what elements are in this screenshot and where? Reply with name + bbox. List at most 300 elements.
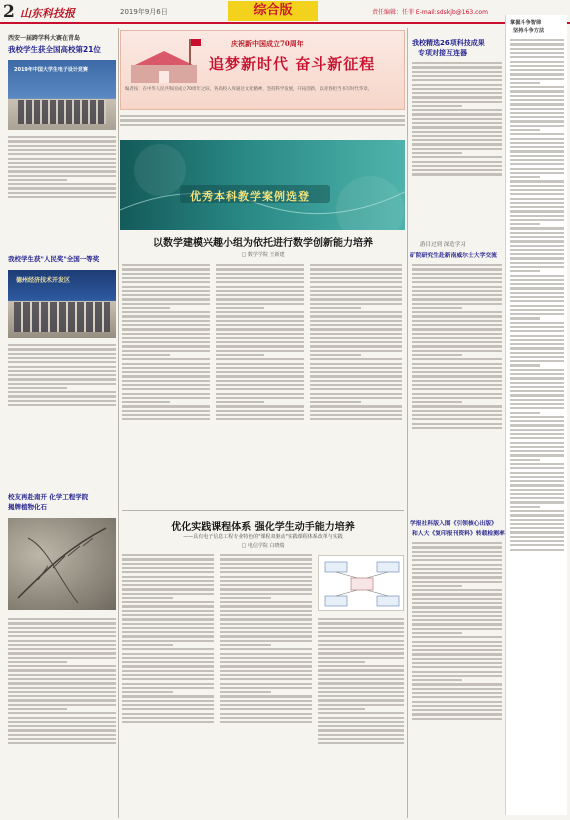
text-line	[216, 388, 304, 390]
text-line	[412, 169, 502, 171]
text-line	[510, 108, 564, 110]
text-line	[122, 584, 214, 586]
text-line	[412, 393, 502, 395]
text-line	[510, 249, 564, 251]
text-line	[510, 112, 564, 114]
text-line	[8, 669, 116, 671]
text-line	[412, 371, 502, 373]
text-line	[310, 367, 402, 369]
text-line	[122, 375, 210, 377]
article-2-byline: □ 电信学院 白晓瑞	[241, 543, 285, 549]
text-line	[8, 657, 116, 659]
text-line	[216, 418, 304, 420]
text-line	[122, 695, 214, 697]
text-line	[310, 320, 402, 322]
text-line	[220, 678, 312, 680]
text-line	[412, 405, 502, 407]
text-line	[122, 665, 214, 667]
text-line	[8, 742, 116, 744]
text-line	[318, 661, 365, 663]
text-line	[310, 375, 402, 377]
text-line	[510, 215, 564, 217]
right-kicker-2: 游目过到 深造学习	[420, 242, 466, 248]
text-line	[8, 725, 116, 727]
text-line	[8, 682, 116, 684]
text-line	[412, 576, 502, 578]
text-line	[412, 122, 502, 124]
text-line	[122, 324, 210, 326]
text-line	[8, 717, 116, 719]
text-line	[510, 484, 564, 486]
article-1-body-col1	[122, 262, 210, 502]
fossil-photo	[8, 518, 116, 610]
text-line	[510, 386, 564, 388]
fossil-leaf-icon	[8, 518, 116, 610]
text-line	[122, 286, 210, 288]
article-1-body-col2	[216, 262, 304, 502]
photo2-caption: 德州经济技术开发区	[16, 277, 71, 284]
text-line	[122, 380, 210, 382]
text-line	[510, 129, 540, 131]
text-line	[412, 602, 502, 604]
left-headline-3b: 揭牌植物化石	[8, 503, 47, 511]
text-line	[122, 614, 214, 616]
text-line	[220, 554, 312, 556]
text-line	[412, 568, 502, 570]
competition-photo	[8, 60, 116, 130]
text-line	[510, 172, 564, 174]
text-line	[412, 688, 502, 690]
text-line	[412, 619, 502, 621]
text-line	[412, 315, 502, 317]
text-line	[412, 401, 462, 403]
text-line	[510, 142, 564, 144]
text-line	[412, 705, 502, 707]
text-line	[412, 273, 502, 275]
text-line	[412, 662, 502, 664]
right-article-1-body	[412, 60, 502, 235]
text-line	[412, 109, 502, 111]
text-line	[510, 133, 564, 135]
text-line	[412, 709, 502, 711]
text-line	[8, 366, 116, 368]
text-line	[122, 576, 214, 578]
text-line	[510, 300, 564, 302]
text-line	[412, 268, 502, 270]
text-line	[220, 614, 312, 616]
text-line	[510, 257, 564, 259]
text-line	[412, 679, 462, 681]
text-line	[122, 700, 214, 702]
text-line	[220, 601, 312, 603]
text-line	[216, 345, 304, 347]
text-line	[510, 489, 564, 491]
text-line	[310, 294, 402, 296]
text-line	[122, 593, 214, 595]
text-line	[216, 315, 304, 317]
text-line	[122, 610, 214, 612]
text-line	[122, 618, 214, 620]
text-line	[412, 173, 502, 175]
text-line	[510, 501, 564, 503]
text-line	[8, 175, 116, 177]
column-divider-left	[118, 28, 119, 818]
text-line	[510, 48, 564, 50]
text-line	[412, 101, 502, 103]
text-line	[310, 371, 402, 373]
text-line	[216, 268, 304, 270]
text-line	[412, 135, 502, 137]
text-line	[216, 298, 304, 300]
text-line	[412, 692, 502, 694]
text-line	[510, 90, 564, 92]
text-line	[216, 401, 264, 403]
text-line	[510, 335, 564, 337]
text-line	[216, 354, 264, 356]
text-line	[220, 588, 312, 590]
text-line	[412, 589, 502, 591]
text-line	[310, 345, 402, 347]
text-line	[220, 631, 312, 633]
text-line	[220, 674, 312, 676]
left-headline-2: 我校学生获"人民奖"全国一等奖	[8, 255, 100, 263]
text-line	[310, 358, 402, 360]
text-line	[510, 65, 564, 67]
text-line	[510, 437, 564, 439]
text-line	[412, 320, 502, 322]
text-line	[510, 279, 564, 281]
masthead	[0, 0, 570, 24]
text-line	[412, 367, 502, 369]
text-line	[216, 405, 304, 407]
text-line	[510, 343, 564, 345]
text-line	[510, 180, 564, 182]
text-line	[216, 375, 304, 377]
text-line	[122, 653, 214, 655]
text-line	[510, 424, 564, 426]
center-intro-body	[120, 113, 405, 137]
text-line	[318, 699, 404, 701]
text-line	[412, 653, 502, 655]
text-line	[510, 399, 564, 401]
text-line	[412, 126, 502, 128]
text-line	[510, 125, 564, 127]
text-line	[510, 347, 564, 349]
text-line	[412, 623, 502, 625]
text-line	[216, 277, 304, 279]
text-line	[310, 311, 402, 313]
text-line	[510, 69, 564, 71]
text-line	[510, 52, 564, 54]
text-line	[412, 264, 502, 266]
text-line	[122, 358, 210, 360]
text-line	[310, 397, 402, 399]
text-line	[220, 695, 312, 697]
text-line	[510, 536, 564, 538]
text-line	[122, 350, 210, 352]
text-line	[412, 572, 502, 574]
text-line	[8, 391, 116, 393]
process-diagram-icon	[319, 556, 405, 612]
text-line	[310, 418, 402, 420]
text-line	[220, 644, 271, 646]
text-line	[412, 105, 462, 107]
photo2-people	[14, 302, 110, 332]
text-line	[510, 540, 564, 542]
text-line	[412, 337, 502, 339]
text-line	[8, 734, 116, 736]
text-line	[510, 317, 540, 319]
text-line	[122, 401, 170, 403]
text-line	[122, 627, 214, 629]
text-line	[412, 341, 502, 343]
text-line	[8, 404, 116, 406]
text-line	[310, 401, 361, 403]
text-line	[318, 669, 404, 671]
text-line	[122, 264, 210, 266]
right-headline-2: 矿院研究生赴新南威尔士大学交流	[410, 253, 497, 259]
text-line	[216, 397, 304, 399]
text-line	[510, 189, 564, 191]
text-line	[8, 196, 116, 198]
text-line	[412, 593, 502, 595]
text-line	[318, 712, 404, 714]
text-line	[8, 344, 116, 346]
text-line	[122, 623, 214, 625]
text-line	[412, 156, 502, 158]
text-line	[8, 665, 116, 667]
text-line	[122, 567, 214, 569]
text-line	[510, 356, 564, 358]
text-line	[412, 152, 462, 154]
text-line	[8, 618, 116, 620]
text-line	[122, 563, 214, 565]
text-line	[216, 393, 304, 395]
text-line	[122, 328, 210, 330]
text-line	[220, 563, 312, 565]
text-line	[310, 281, 402, 283]
anniversary-banner	[120, 30, 405, 110]
right-headline-3b: 和人大《复印报刊资料》转载检测率	[412, 531, 505, 537]
text-line	[122, 605, 214, 607]
text-line	[122, 635, 214, 637]
right-headline-3: 学报社科版入围《引领核心出版》	[410, 521, 497, 527]
text-line	[122, 708, 214, 710]
text-line	[220, 597, 271, 599]
text-line	[510, 95, 564, 97]
text-line	[8, 644, 116, 646]
text-line	[8, 652, 116, 654]
text-line	[412, 96, 502, 98]
text-line	[220, 704, 312, 706]
text-line	[318, 687, 404, 689]
text-line	[318, 691, 404, 693]
text-line	[318, 725, 404, 727]
text-line	[122, 405, 210, 407]
text-line	[510, 275, 564, 277]
text-line	[122, 414, 210, 416]
text-line	[412, 641, 502, 643]
text-line	[510, 377, 564, 379]
text-line	[412, 354, 462, 356]
text-line	[220, 605, 312, 607]
commentary-sidebar	[505, 15, 567, 815]
text-line	[122, 691, 173, 693]
text-line	[310, 341, 402, 343]
text-line	[510, 326, 564, 328]
text-line	[8, 153, 116, 155]
text-line	[120, 124, 405, 126]
text-line	[318, 704, 404, 706]
text-line	[412, 71, 502, 73]
text-line	[510, 476, 564, 478]
text-line	[412, 666, 502, 668]
text-line	[8, 357, 116, 359]
text-line	[220, 717, 312, 719]
text-line	[8, 400, 116, 402]
text-line	[220, 610, 312, 612]
text-line	[310, 307, 361, 309]
text-line	[122, 277, 210, 279]
text-line	[220, 571, 312, 573]
text-line	[8, 145, 116, 147]
text-line	[318, 640, 404, 642]
text-line	[510, 240, 564, 242]
text-line	[216, 350, 304, 352]
column-divider-right	[407, 28, 408, 818]
text-line	[122, 273, 210, 275]
text-line	[510, 159, 564, 161]
text-line	[510, 193, 564, 195]
text-line	[510, 223, 540, 225]
text-line	[310, 414, 402, 416]
text-line	[412, 675, 502, 677]
text-line	[412, 585, 462, 587]
text-line	[412, 277, 502, 279]
article-separator	[122, 510, 404, 511]
text-line	[412, 551, 502, 553]
text-line	[510, 232, 564, 234]
text-line	[310, 337, 402, 339]
text-line	[310, 354, 361, 356]
text-line	[318, 738, 404, 740]
issue-date: 2019年9月6日	[120, 8, 168, 16]
text-line	[318, 657, 404, 659]
text-line	[220, 618, 312, 620]
text-line	[216, 358, 304, 360]
text-line	[510, 210, 564, 212]
article-1-byline: □ 数学学院 王新建	[241, 252, 285, 258]
text-line	[310, 328, 402, 330]
text-line	[510, 266, 564, 268]
article-1-headline: 以数学建模兴趣小组为依托进行数学创新能力培养	[153, 238, 373, 249]
banner-note: 编者按：在中华人民共和国成立70周年之际，各高校入库通达文化精神，坚持科学发展，开拓创新，以青春担当书写时代华章。	[125, 87, 373, 92]
article-2-body-col3	[318, 616, 404, 814]
text-line	[412, 66, 502, 68]
text-line	[122, 363, 210, 365]
text-line	[510, 219, 564, 221]
text-line	[8, 678, 116, 680]
photo-people	[18, 100, 106, 124]
text-line	[220, 648, 312, 650]
text-line	[122, 384, 210, 386]
left-article-2-body	[8, 342, 116, 442]
text-line	[216, 367, 304, 369]
text-line	[122, 281, 210, 283]
text-line	[220, 653, 312, 655]
text-line	[8, 370, 116, 372]
text-line	[122, 388, 210, 390]
text-line	[216, 410, 304, 412]
text-line	[510, 82, 540, 84]
text-line	[8, 631, 116, 633]
text-line	[412, 324, 502, 326]
text-line	[510, 287, 564, 289]
text-line	[122, 298, 210, 300]
diagram-figure	[318, 555, 404, 611]
text-line	[412, 658, 502, 660]
text-line	[510, 433, 564, 435]
text-line	[122, 644, 173, 646]
text-line	[510, 138, 564, 140]
text-line	[8, 635, 116, 637]
paper-name: 山东科技报	[20, 7, 75, 20]
text-line	[412, 113, 502, 115]
text-line	[510, 373, 564, 375]
text-line	[510, 450, 564, 452]
text-line	[122, 554, 214, 556]
text-line	[220, 700, 312, 702]
text-line	[122, 307, 170, 309]
text-line	[510, 523, 564, 525]
text-line	[412, 350, 502, 352]
text-line	[412, 414, 502, 416]
text-line	[220, 670, 312, 672]
text-line	[310, 298, 402, 300]
text-line	[510, 416, 564, 418]
text-line	[220, 687, 312, 689]
text-line	[216, 290, 304, 292]
text-line	[216, 286, 304, 288]
text-line	[412, 423, 502, 425]
text-line	[510, 56, 564, 58]
text-line	[510, 43, 564, 45]
text-line	[412, 345, 502, 347]
text-line	[220, 657, 312, 659]
text-line	[310, 393, 402, 395]
text-line	[122, 713, 214, 715]
left-article-1-body	[8, 134, 116, 234]
text-line	[412, 636, 502, 638]
text-line	[122, 687, 214, 689]
text-line	[122, 354, 170, 356]
text-line	[412, 598, 502, 600]
text-line	[510, 103, 564, 105]
text-line	[8, 704, 116, 706]
text-line	[310, 380, 402, 382]
text-line	[216, 273, 304, 275]
text-line	[412, 333, 502, 335]
text-line	[510, 459, 540, 461]
left-headline: 我校学生获全国高校第21位	[8, 45, 101, 54]
text-line	[122, 683, 214, 685]
text-line	[220, 640, 312, 642]
text-line	[412, 84, 502, 86]
text-line	[8, 640, 116, 642]
text-line	[216, 281, 304, 283]
text-line	[412, 671, 502, 673]
text-line	[8, 383, 116, 385]
